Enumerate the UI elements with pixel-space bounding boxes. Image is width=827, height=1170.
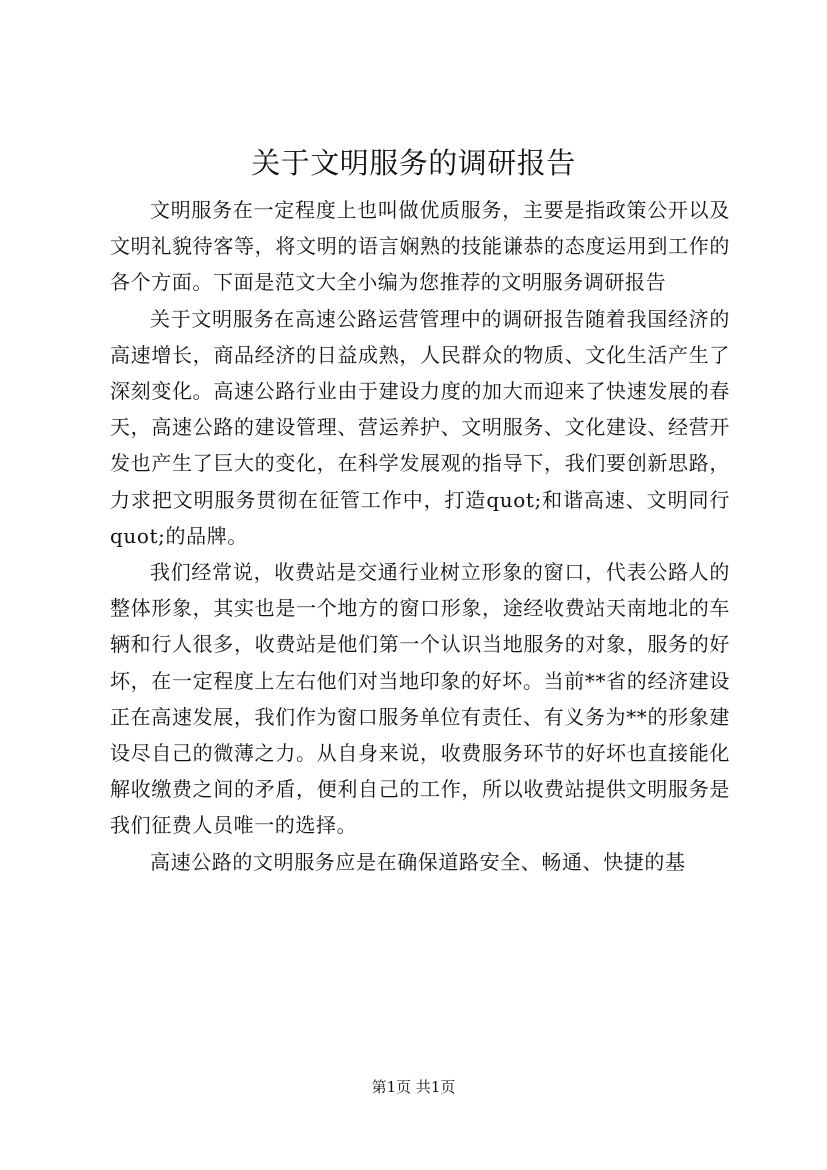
paragraph-toll-station: 我们经常说，收费站是交通行业树立形象的窗口，代表公路人的整体形象，其实也是一个地方的窗口形象，途经收费站天南地北的车辆和行人很多，收费站是他们第一个认识当地服务的对象，服务的好坏，在一定程度上左右他们对当地印象的好坏。当前**省的经济建设正在高速发展，我们作为窗口服务单位有责任、有义务为**的形象建设尽自己的微薄之力。从自身来说，收费服务环节的好坏也直接能化解收缴费之间的矛盾，便利自己的工作，所以收费站提供文明服务是我们征费人员唯一的选择。 <box>110 560 730 838</box>
page-footer: 第1页 共1页 <box>371 1078 456 1096</box>
document-body <box>110 192 730 880</box>
document-title: 关于文明服务的调研报告 <box>251 146 576 180</box>
paragraph-background: 关于文明服务在高速公路运营管理中的调研报告随着我国经济的高速增长，商品经济的日益成熟，人民群众的物质、文化生活产生了深刻变化。高速公路行业由于建设力度的加大而迎来了快速发展的春天，高速公路的建设管理、营运养护、文明服务、文化建设、经营开发也产生了巨大的变化，在科学发展观的指导下，我们要创新思路，力求把文明服务贯彻在征管工作中，打造quot;和谐高速、文明同行quot;的品牌。 <box>110 306 730 548</box>
paragraph-intro: 文明服务在一定程度上也叫做优质服务，主要是指政策公开以及文明礼貌待客等，将文明的语言娴熟的技能谦恭的态度运用到工作的各个方面。下面是范文大全小编为您推荐的文明服务调研报告 <box>110 198 730 295</box>
paragraph-service: 高速公路的文明服务应是在确保道路安全、畅通、快捷的基 <box>150 849 686 874</box>
